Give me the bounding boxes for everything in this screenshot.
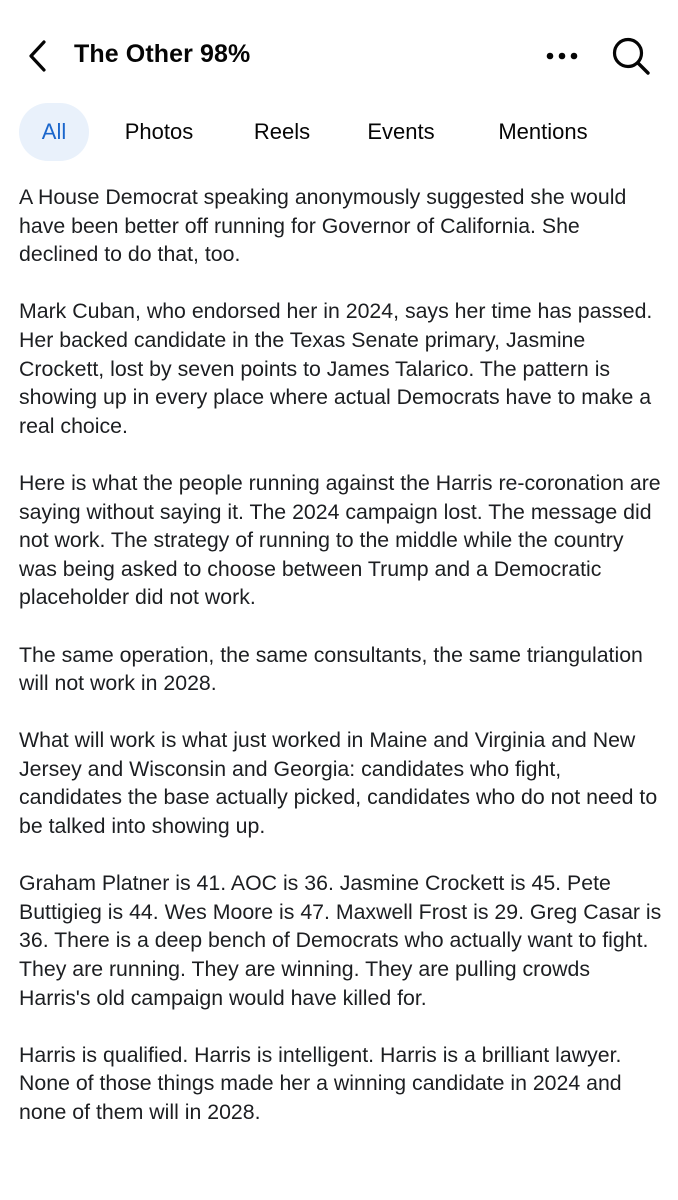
- more-options-button[interactable]: [540, 36, 584, 76]
- post-paragraph: Here is what the people running against the Harris re-coronation are saying without saying it. The 2024 campaign lost. The message did not work. The strategy of running to the middle while the country was being asked to choose between Trump and a Democratic placeholder did not work.: [19, 470, 661, 610]
- tab-mentions[interactable]: Mentions: [498, 119, 588, 144]
- post-body: [19, 183, 664, 1127]
- tab-events[interactable]: Events: [367, 119, 435, 144]
- search-button[interactable]: [608, 34, 654, 78]
- ellipsis-icon: [546, 52, 578, 60]
- tab-all[interactable]: All: [19, 103, 89, 161]
- chevron-left-icon: [27, 39, 49, 73]
- back-button[interactable]: [18, 36, 58, 76]
- post-paragraph: What will work is what just worked in Maine and Virginia and New Jersey and Wisconsin and Georgia: candidates who fight, candidates the base actually picked, candidates who do not need to be talked into showing up.: [19, 728, 658, 839]
- tab-reels[interactable]: Reels: [253, 119, 311, 144]
- post-paragraph: Mark Cuban, who endorsed her in 2024, says her time has passed. Her backed candidate in the Texas Senate primary, Jasmine Crockett, lost by seven points to James Talarico. The pattern is showing up in every place where actual Democrats have to make a real choice.: [19, 299, 653, 438]
- tab-photos[interactable]: Photos: [124, 119, 194, 144]
- page-title: The Other 98%: [74, 40, 251, 68]
- top-bar: [0, 0, 678, 100]
- post-paragraph: Harris is qualified. Harris is intelligent. Harris is a brilliant lawyer. None of those things made her a winning candidate in 2024 and none of them will in 2028.: [19, 1042, 622, 1124]
- filter-tabs: [0, 103, 678, 161]
- post-paragraph: Graham Platner is 41. AOC is 36. Jasmine Crockett is 45. Pete Buttigieg is 44. Wes Moore is 47. Maxwell Frost is 29. Greg Casar is 36. There is a deep bench of Democrats who actually want to fight. They are running. They are winning. They are pulling crowds Harris's old campaign would have killed for.: [19, 871, 662, 1010]
- search-icon: [611, 36, 651, 76]
- post-paragraph: A House Democrat speaking anonymously suggested she would have been better off running for Governor of California. She declined to do that, too.: [19, 185, 627, 267]
- post-paragraph: The same operation, the same consultants, the same triangulation will not work in 2028.: [19, 642, 643, 696]
